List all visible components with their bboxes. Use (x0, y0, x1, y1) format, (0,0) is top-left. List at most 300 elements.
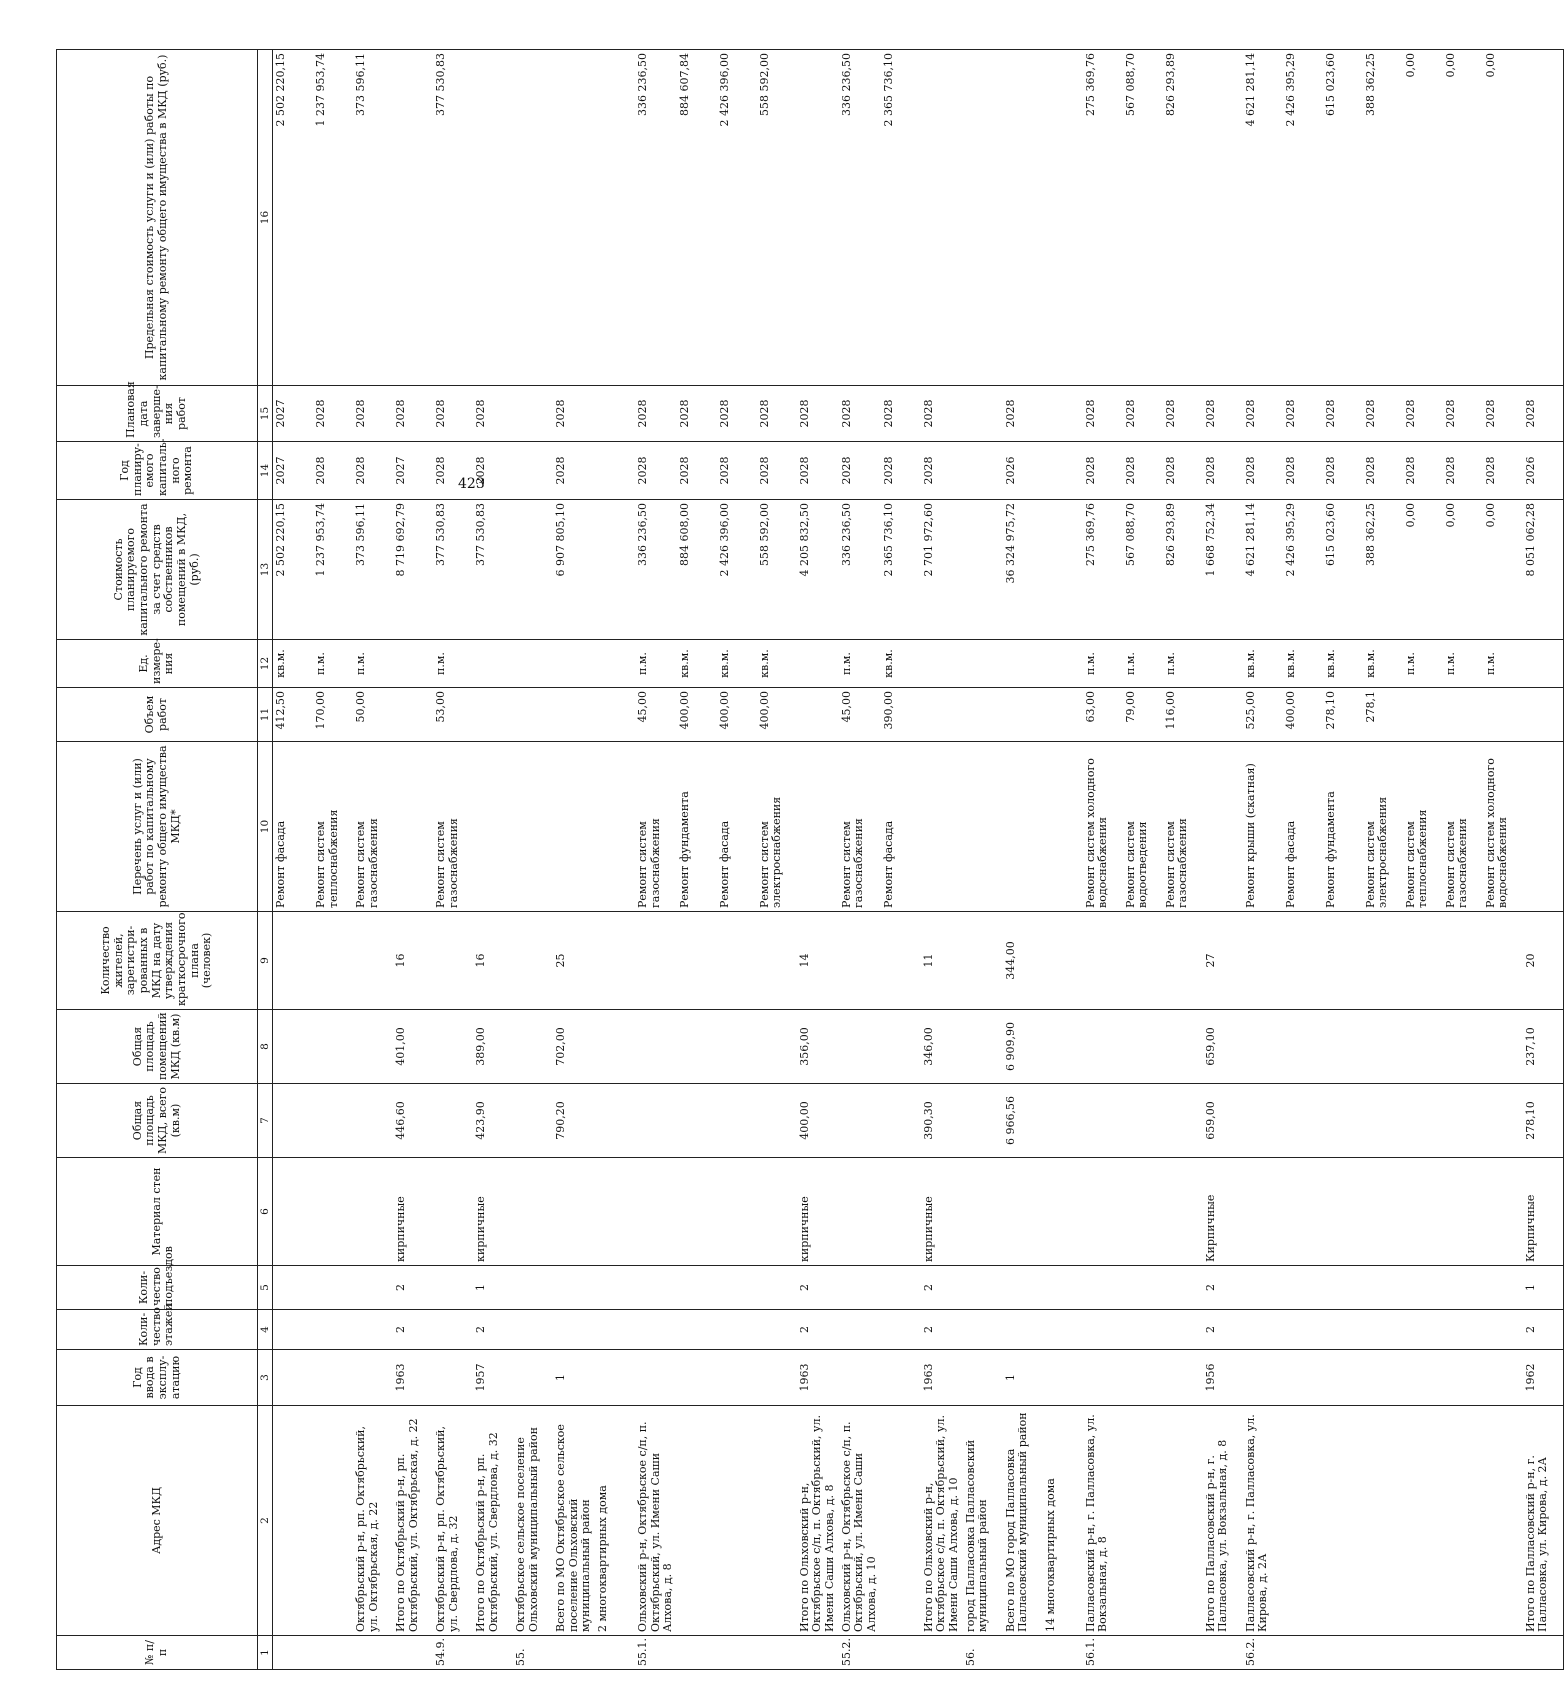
premises-area-cell (1323, 1010, 1363, 1084)
floors-cell (513, 1310, 553, 1350)
column-header: Количество жителей, зарегистри-рованных в МКД на дату утверждения краткосрочного плана (человек) (57, 912, 258, 1010)
residents-cell (677, 912, 717, 1010)
work-cell (963, 742, 1003, 912)
total-area-cell (757, 1084, 797, 1158)
plan-year-cell: 2028 (635, 442, 677, 500)
cost-cell (513, 500, 553, 640)
unit-cell (553, 640, 595, 688)
unit-cell: кв.м. (1323, 640, 1363, 688)
row-number (393, 1636, 433, 1670)
floors-cell: 2 (393, 1310, 433, 1350)
address-cell: Октябрьский р-н, рп. Октябрьский, ул. Свердлова, д. 32 (433, 1406, 473, 1636)
limit-cost-cell (1043, 50, 1083, 386)
work-cell: Ремонт систем газоснабжения (433, 742, 473, 912)
table-row (839, 50, 881, 1670)
table-row (1283, 50, 1323, 1670)
plan-year-cell: 2028 (1323, 442, 1363, 500)
volume-cell (1043, 688, 1083, 742)
plan-year-cell: 2026 (1003, 442, 1043, 500)
residents-cell: 25 (553, 912, 595, 1010)
address-cell (1123, 1406, 1163, 1636)
residents-cell (1403, 912, 1443, 1010)
limit-cost-cell (797, 50, 839, 386)
wall-material-cell (433, 1158, 473, 1266)
capital-repair-table (56, 49, 1564, 1670)
row-number (881, 1636, 921, 1670)
total-area-cell (1083, 1084, 1123, 1158)
wall-material-cell (1323, 1158, 1363, 1266)
end-date-cell: 2028 (473, 386, 513, 442)
plan-year-cell: 2028 (313, 442, 353, 500)
limit-cost-cell: 2 365 736,10 (881, 50, 921, 386)
volume-cell: 400,00 (1283, 688, 1323, 742)
work-cell (393, 742, 433, 912)
limit-cost-cell (473, 50, 513, 386)
table-row (1083, 50, 1123, 1670)
work-cell (553, 742, 595, 912)
premises-area-cell (1043, 1010, 1083, 1084)
year-cell (353, 1350, 393, 1406)
wall-material-cell: кирпичные (921, 1158, 963, 1266)
row-number (757, 1636, 797, 1670)
end-date-cell (1043, 386, 1083, 442)
limit-cost-cell (1003, 50, 1043, 386)
entrances-cell (635, 1266, 677, 1310)
volume-cell (595, 688, 635, 742)
entrances-cell (717, 1266, 757, 1310)
volume-cell (1203, 688, 1243, 742)
plan-year-cell: 2028 (1243, 442, 1283, 500)
residents-cell: 16 (393, 912, 433, 1010)
column-number: 6 (258, 1158, 273, 1266)
plan-year-cell: 2028 (1083, 442, 1123, 500)
residents-cell: 11 (921, 912, 963, 1010)
premises-area-cell (839, 1010, 881, 1084)
cost-cell: 0,00 (1403, 500, 1443, 640)
premises-area-cell (273, 1010, 314, 1084)
column-number: 15 (258, 386, 273, 442)
volume-cell (963, 688, 1003, 742)
work-cell (1203, 742, 1243, 912)
floors-cell (677, 1310, 717, 1350)
end-date-cell: 2028 (1003, 386, 1043, 442)
column-number: 1 (258, 1636, 273, 1670)
premises-area-cell: 659,00 (1203, 1010, 1243, 1084)
cost-cell: 1 237 953,74 (313, 500, 353, 640)
residents-cell (353, 912, 393, 1010)
wall-material-cell: кирпичные (473, 1158, 513, 1266)
cost-cell: 567 088,70 (1123, 500, 1163, 640)
row-number (1043, 1636, 1083, 1670)
row-number (1203, 1636, 1243, 1670)
residents-cell (1083, 912, 1123, 1010)
plan-year-cell: 2028 (921, 442, 963, 500)
end-date-cell: 2028 (553, 386, 595, 442)
table-row (513, 50, 553, 1670)
wall-material-cell (1123, 1158, 1163, 1266)
volume-cell (921, 688, 963, 742)
plan-year-cell: 2026 (1523, 442, 1564, 500)
cost-cell: 8 051 062,28 (1523, 500, 1564, 640)
limit-cost-cell: 275 369,76 (1083, 50, 1123, 386)
floors-cell (433, 1310, 473, 1350)
cost-cell: 0,00 (1483, 500, 1523, 640)
row-number (273, 1636, 314, 1670)
table-row (1523, 50, 1564, 1670)
work-cell: Ремонт систем электроснабжения (1363, 742, 1403, 912)
residents-cell (1323, 912, 1363, 1010)
column-header: Год планиру-емого капиталь-ного ремонта (57, 442, 258, 500)
row-number: 56. (963, 1636, 1003, 1670)
plan-year-cell: 2028 (353, 442, 393, 500)
plan-year-cell: 2028 (717, 442, 757, 500)
end-date-cell: 2028 (1163, 386, 1203, 442)
column-header: Материал стен (57, 1158, 258, 1266)
table-row (1003, 50, 1043, 1670)
limit-cost-cell: 615 023,60 (1323, 50, 1363, 386)
year-cell (963, 1350, 1003, 1406)
floors-cell: 2 (1523, 1310, 1564, 1350)
end-date-cell: 2028 (1283, 386, 1323, 442)
residents-cell (1443, 912, 1483, 1010)
plan-year-cell: 2027 (393, 442, 433, 500)
column-header: Плановая дата заверше-ния работ (57, 386, 258, 442)
year-cell: 1 (1003, 1350, 1043, 1406)
total-area-cell (313, 1084, 353, 1158)
unit-cell (1203, 640, 1243, 688)
column-number: 16 (258, 50, 273, 386)
plan-year-cell: 2028 (1203, 442, 1243, 500)
wall-material-cell (1403, 1158, 1443, 1266)
premises-area-cell (1283, 1010, 1323, 1084)
limit-cost-cell: 0,00 (1443, 50, 1483, 386)
column-number: 4 (258, 1310, 273, 1350)
plan-year-cell: 2028 (1283, 442, 1323, 500)
total-area-cell (717, 1084, 757, 1158)
cost-cell: 884 608,00 (677, 500, 717, 640)
floors-cell (757, 1310, 797, 1350)
unit-cell (921, 640, 963, 688)
plan-year-cell: 2028 (433, 442, 473, 500)
table-row (595, 50, 635, 1670)
work-cell: Ремонт систем газоснабжения (1163, 742, 1203, 912)
address-cell (1163, 1406, 1203, 1636)
column-header: Год ввода в эксплу-атацию (57, 1350, 258, 1406)
volume-cell (513, 688, 553, 742)
work-cell (1523, 742, 1564, 912)
wall-material-cell: кирпичные (797, 1158, 839, 1266)
premises-area-cell: 346,00 (921, 1010, 963, 1084)
limit-cost-cell: 373 596,11 (353, 50, 393, 386)
work-cell: Ремонт систем теплоснабжения (1403, 742, 1443, 912)
end-date-cell: 2028 (921, 386, 963, 442)
floors-cell: 2 (797, 1310, 839, 1350)
address-cell: Октябрьское сельское поселение Ольховский муниципальный район (513, 1406, 553, 1636)
volume-cell: 53,00 (433, 688, 473, 742)
row-number (1363, 1636, 1403, 1670)
floors-cell: 2 (1203, 1310, 1243, 1350)
wall-material-cell: кирпичные (393, 1158, 433, 1266)
total-area-cell (1243, 1084, 1283, 1158)
unit-cell: кв.м. (1283, 640, 1323, 688)
table-row (677, 50, 717, 1670)
cost-cell: 2 426 395,29 (1283, 500, 1323, 640)
work-cell: Ремонт систем теплоснабжения (313, 742, 353, 912)
column-number: 10 (258, 742, 273, 912)
wall-material-cell (677, 1158, 717, 1266)
volume-cell: 63,00 (1083, 688, 1123, 742)
unit-cell: п.м. (1083, 640, 1123, 688)
unit-cell: п.м. (433, 640, 473, 688)
total-area-cell (1163, 1084, 1203, 1158)
premises-area-cell (757, 1010, 797, 1084)
limit-cost-cell: 336 236,50 (635, 50, 677, 386)
table-row (1123, 50, 1163, 1670)
cost-cell: 2 701 972,60 (921, 500, 963, 640)
work-cell: Ремонт систем газоснабжения (635, 742, 677, 912)
cost-cell: 275 369,76 (1083, 500, 1123, 640)
end-date-cell: 2028 (1323, 386, 1363, 442)
residents-cell (595, 912, 635, 1010)
floors-cell (963, 1310, 1003, 1350)
work-cell (797, 742, 839, 912)
header-row (57, 50, 258, 1670)
volume-cell: 170,00 (313, 688, 353, 742)
unit-cell: кв.м. (677, 640, 717, 688)
limit-cost-cell (1203, 50, 1243, 386)
year-cell (839, 1350, 881, 1406)
floors-cell (1123, 1310, 1163, 1350)
entrances-cell: 2 (1203, 1266, 1243, 1310)
residents-cell (839, 912, 881, 1010)
year-cell (1243, 1350, 1283, 1406)
cost-cell: 377 530,83 (433, 500, 473, 640)
year-cell: 1 (553, 1350, 595, 1406)
end-date-cell: 2028 (433, 386, 473, 442)
work-cell: Ремонт систем холодного водоснабжения (1483, 742, 1523, 912)
column-number-row (258, 50, 273, 1670)
floors-cell (717, 1310, 757, 1350)
volume-cell: 79,00 (1123, 688, 1163, 742)
unit-cell (393, 640, 433, 688)
plan-year-cell (595, 442, 635, 500)
table-row (1483, 50, 1523, 1670)
address-cell (677, 1406, 717, 1636)
table-row (921, 50, 963, 1670)
limit-cost-cell: 0,00 (1403, 50, 1443, 386)
table-row (353, 50, 393, 1670)
table-row (797, 50, 839, 1670)
end-date-cell: 2027 (273, 386, 314, 442)
total-area-cell (1323, 1084, 1363, 1158)
limit-cost-cell: 2 502 220,15 (273, 50, 314, 386)
address-cell: Палласовский р-н, г. Палласовка, ул. Вокзальная, д. 8 (1083, 1406, 1123, 1636)
row-number: 55. (513, 1636, 553, 1670)
residents-cell: 14 (797, 912, 839, 1010)
entrances-cell: 1 (473, 1266, 513, 1310)
table-row (1243, 50, 1283, 1670)
wall-material-cell (881, 1158, 921, 1266)
plan-year-cell: 2028 (839, 442, 881, 500)
premises-area-cell (433, 1010, 473, 1084)
total-area-cell: 659,00 (1203, 1084, 1243, 1158)
unit-cell: кв.м. (273, 640, 314, 688)
entrances-cell (353, 1266, 393, 1310)
table-row (1323, 50, 1363, 1670)
premises-area-cell (1363, 1010, 1403, 1084)
work-cell: Ремонт систем водоотведения (1123, 742, 1163, 912)
volume-cell (797, 688, 839, 742)
end-date-cell: 2028 (1443, 386, 1483, 442)
limit-cost-cell: 0,00 (1483, 50, 1523, 386)
column-header: Стоимость планируемого капитального ремонта за счет средств собственников помещений в МКД, (руб.) (57, 500, 258, 640)
work-cell (513, 742, 553, 912)
table-row (1043, 50, 1083, 1670)
plan-year-cell: 2028 (1403, 442, 1443, 500)
work-cell: Ремонт фасада (1283, 742, 1323, 912)
work-cell (921, 742, 963, 912)
wall-material-cell (1483, 1158, 1523, 1266)
row-number (473, 1636, 513, 1670)
unit-cell: п.м. (839, 640, 881, 688)
plan-year-cell (963, 442, 1003, 500)
premises-area-cell (513, 1010, 553, 1084)
address-cell (757, 1406, 797, 1636)
work-cell: Ремонт систем газоснабжения (839, 742, 881, 912)
entrances-cell (1323, 1266, 1363, 1310)
year-cell: 1963 (797, 1350, 839, 1406)
plan-year-cell: 2027 (273, 442, 314, 500)
plan-year-cell (513, 442, 553, 500)
entrances-cell (1083, 1266, 1123, 1310)
row-number: 56.2. (1243, 1636, 1283, 1670)
cost-cell: 336 236,50 (839, 500, 881, 640)
floors-cell: 2 (921, 1310, 963, 1350)
total-area-cell (1403, 1084, 1443, 1158)
entrances-cell (313, 1266, 353, 1310)
total-area-cell (1443, 1084, 1483, 1158)
entrances-cell (553, 1266, 595, 1310)
year-cell (1043, 1350, 1083, 1406)
address-cell (273, 1406, 314, 1636)
volume-cell: 400,00 (757, 688, 797, 742)
entrances-cell: 2 (797, 1266, 839, 1310)
column-number: 12 (258, 640, 273, 688)
limit-cost-cell: 336 236,50 (839, 50, 881, 386)
entrances-cell (1123, 1266, 1163, 1310)
end-date-cell: 2028 (1083, 386, 1123, 442)
cost-cell: 615 023,60 (1323, 500, 1363, 640)
table-row (717, 50, 757, 1670)
year-cell (1123, 1350, 1163, 1406)
cost-cell: 373 596,11 (353, 500, 393, 640)
entrances-cell (513, 1266, 553, 1310)
wall-material-cell (1083, 1158, 1123, 1266)
total-area-cell: 390,30 (921, 1084, 963, 1158)
volume-cell (393, 688, 433, 742)
limit-cost-cell (595, 50, 635, 386)
year-cell (677, 1350, 717, 1406)
limit-cost-cell: 388 362,25 (1363, 50, 1403, 386)
work-cell: Ремонт систем газоснабжения (1443, 742, 1483, 912)
volume-cell: 400,00 (717, 688, 757, 742)
year-cell (1163, 1350, 1203, 1406)
total-area-cell (273, 1084, 314, 1158)
entrances-cell: 1 (1523, 1266, 1564, 1310)
total-area-cell (1363, 1084, 1403, 1158)
table-row (1163, 50, 1203, 1670)
premises-area-cell (1243, 1010, 1283, 1084)
premises-area-cell: 356,00 (797, 1010, 839, 1084)
unit-cell: п.м. (313, 640, 353, 688)
year-cell (313, 1350, 353, 1406)
total-area-cell (881, 1084, 921, 1158)
floors-cell (273, 1310, 314, 1350)
floors-cell (1003, 1310, 1043, 1350)
floors-cell: 2 (473, 1310, 513, 1350)
premises-area-cell (963, 1010, 1003, 1084)
wall-material-cell (1283, 1158, 1323, 1266)
total-area-cell: 423,90 (473, 1084, 513, 1158)
year-cell (1403, 1350, 1443, 1406)
residents-cell: 27 (1203, 912, 1243, 1010)
unit-cell: кв.м. (1243, 640, 1283, 688)
premises-area-cell (677, 1010, 717, 1084)
cost-cell: 8 719 692,79 (393, 500, 433, 640)
year-cell (513, 1350, 553, 1406)
unit-cell (595, 640, 635, 688)
floors-cell (595, 1310, 635, 1350)
work-cell: Ремонт систем газоснабжения (353, 742, 393, 912)
table-row (1363, 50, 1403, 1670)
wall-material-cell: Кирпичные (1523, 1158, 1564, 1266)
column-header: Адрес МКД (57, 1406, 258, 1636)
floors-cell (1163, 1310, 1203, 1350)
entrances-cell (757, 1266, 797, 1310)
wall-material-cell (1043, 1158, 1083, 1266)
entrances-cell (881, 1266, 921, 1310)
table-row (553, 50, 595, 1670)
row-number (797, 1636, 839, 1670)
volume-cell (1523, 688, 1564, 742)
table-row (635, 50, 677, 1670)
column-number: 13 (258, 500, 273, 640)
year-cell (1443, 1350, 1483, 1406)
floors-cell (553, 1310, 595, 1350)
end-date-cell (595, 386, 635, 442)
work-cell (1043, 742, 1083, 912)
floors-cell (1403, 1310, 1443, 1350)
row-number (677, 1636, 717, 1670)
premises-area-cell (595, 1010, 635, 1084)
wall-material-cell (313, 1158, 353, 1266)
address-cell: Итого по Палласовский р-н, г. Палласовка, ул. Кирова, д. 2А (1523, 1406, 1564, 1636)
end-date-cell (513, 386, 553, 442)
address-cell: 2 многоквартирных дома (595, 1406, 635, 1636)
premises-area-cell: 389,00 (473, 1010, 513, 1084)
column-header: Общая площадь помещений МКД (кв.м) (57, 1010, 258, 1084)
address-cell: Итого по Октябрьский р-н, рп. Октябрьский, ул. Свердлова, д. 32 (473, 1406, 513, 1636)
column-number: 2 (258, 1406, 273, 1636)
floors-cell (1043, 1310, 1083, 1350)
end-date-cell: 2028 (393, 386, 433, 442)
plan-year-cell: 2028 (1443, 442, 1483, 500)
unit-cell (1003, 640, 1043, 688)
table-row (273, 50, 314, 1670)
limit-cost-cell (921, 50, 963, 386)
table-row (1203, 50, 1243, 1670)
volume-cell: 116,00 (1163, 688, 1203, 742)
